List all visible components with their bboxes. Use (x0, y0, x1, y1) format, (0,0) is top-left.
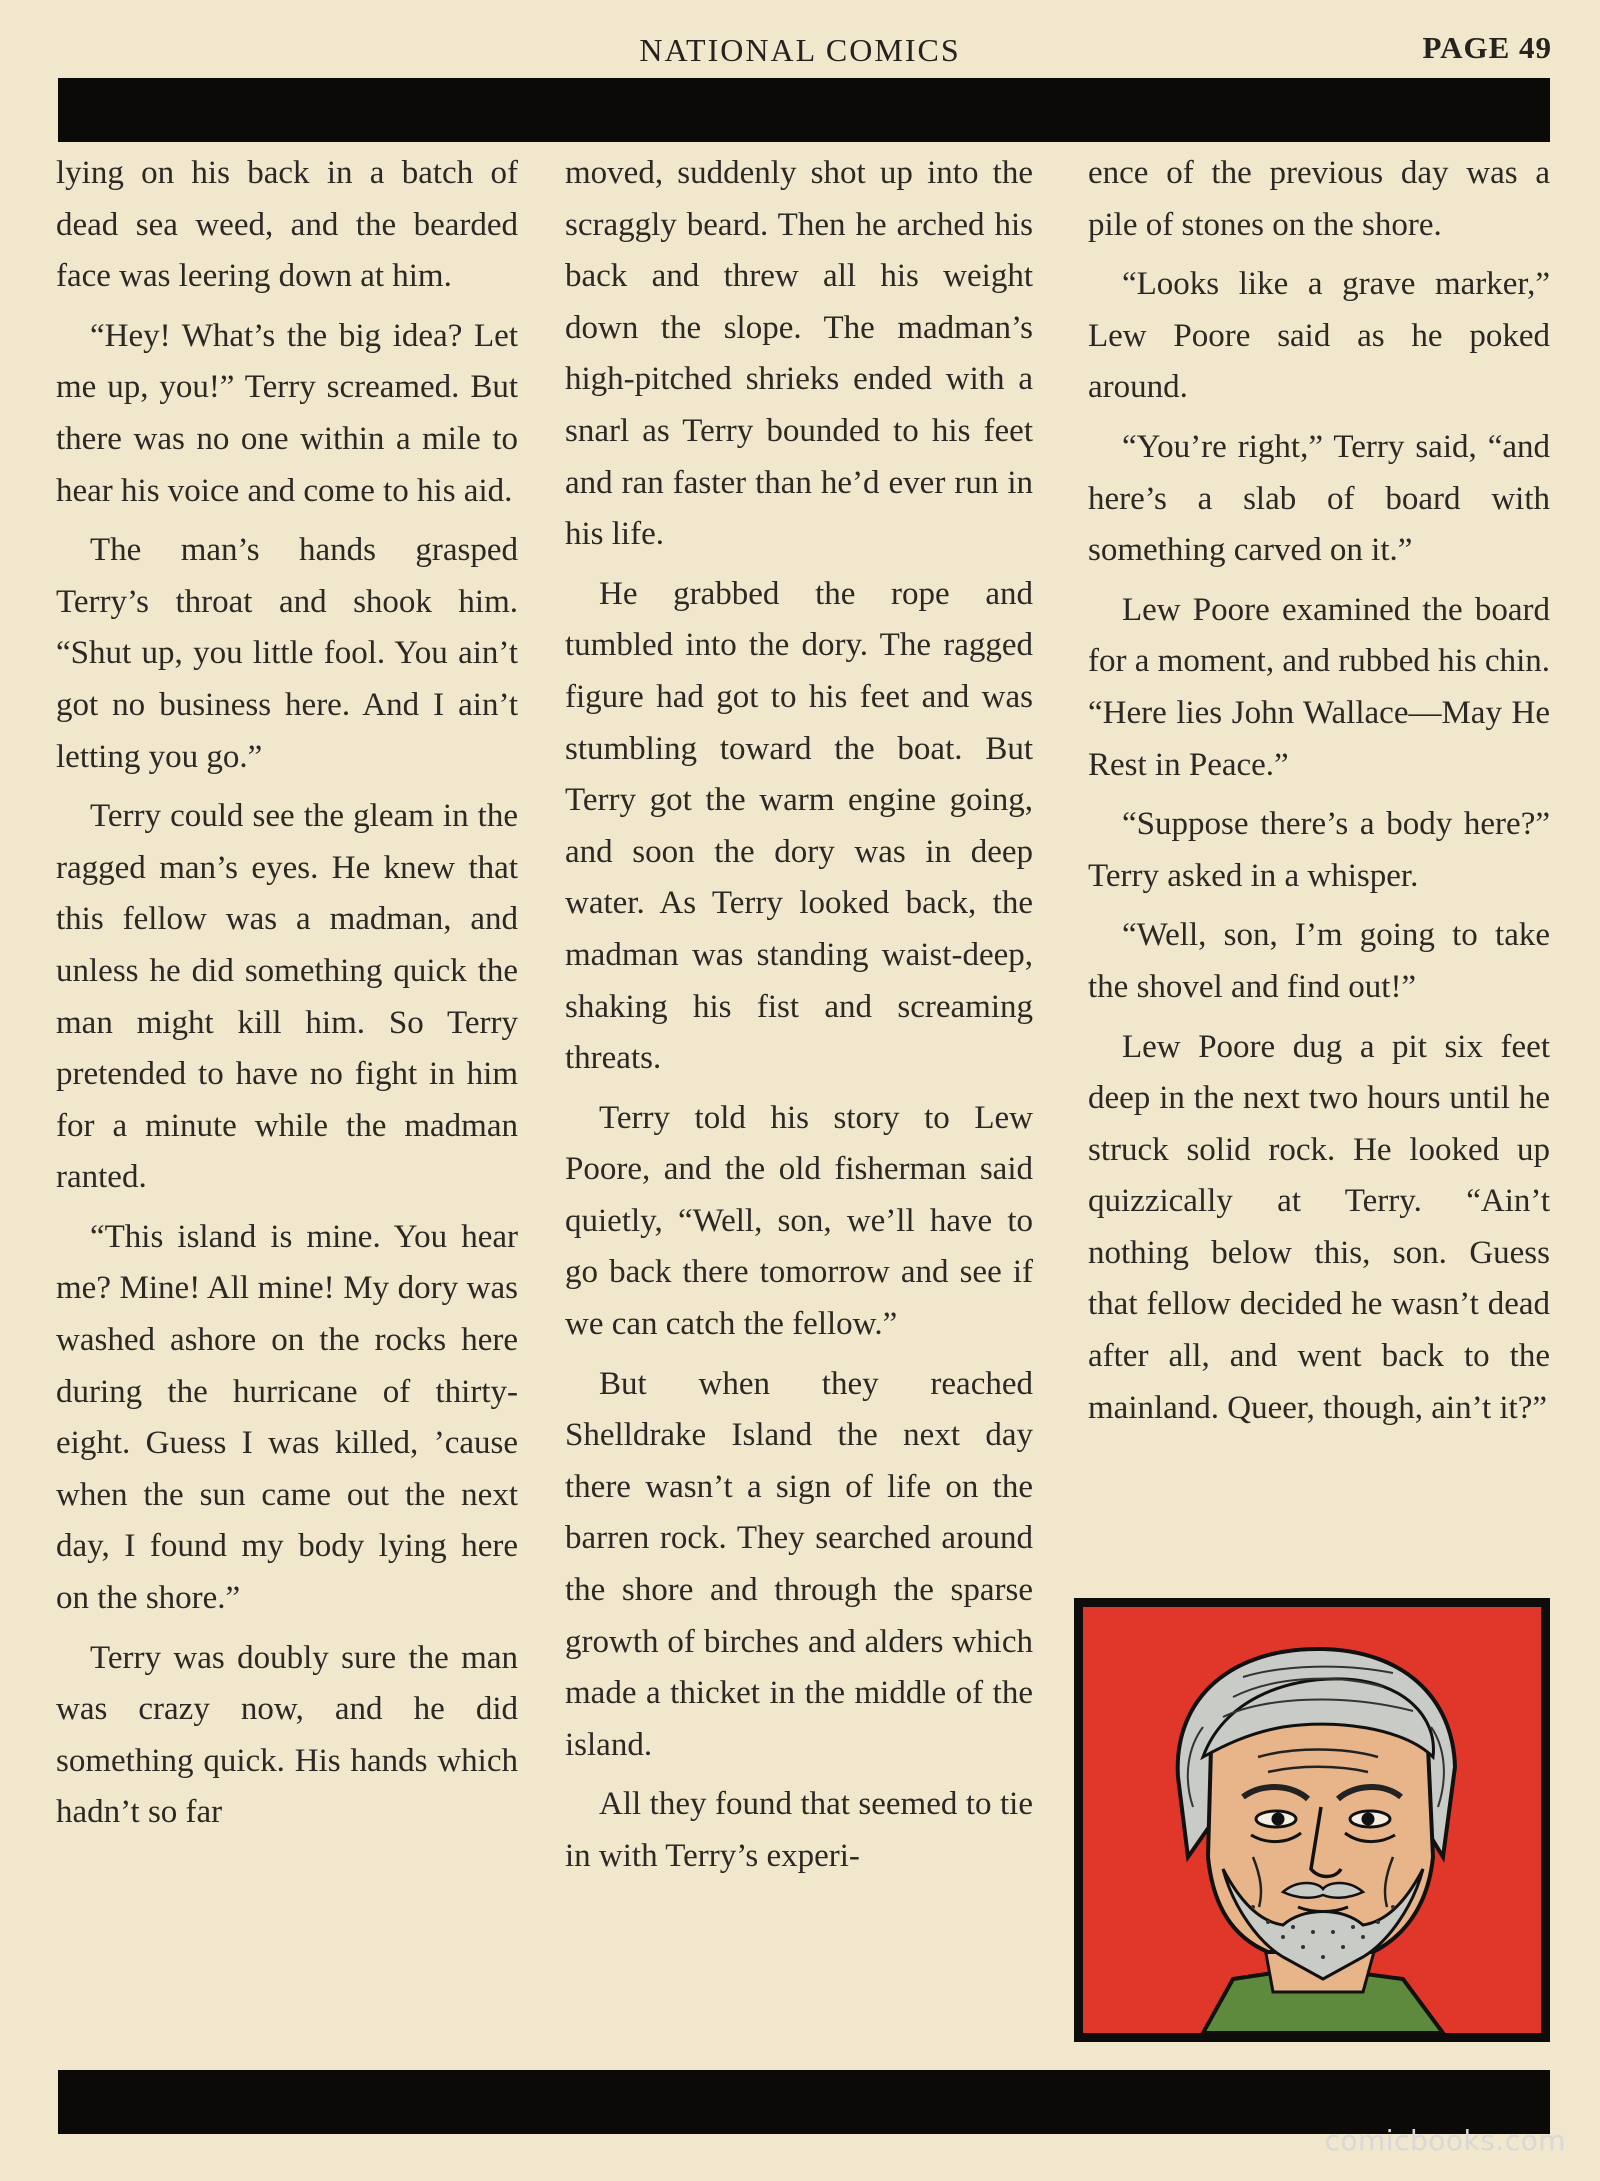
page-header (0, 28, 1600, 72)
paragraph: “You’re right,” Terry said, “and here’s a slab of board with something carved on it.” (1088, 428, 1550, 569)
page-number: PAGE 49 (1422, 30, 1552, 65)
paragraph: Terry could see the gleam in the ragged man’s eyes. He knew that this fellow was a madman, and unless he did something quick the man might kill him. So Terry pretended to have no fight in him for a minute while the madman ranted. (56, 798, 518, 1196)
watermark: comicbooks.com (1324, 2124, 1566, 2157)
paragraph: “Well, son, I’m going to take the shovel and find out!” (1088, 917, 1550, 1005)
paragraph: He grabbed the rope and tumbled into the dory. The ragged figure had got to his feet and was stumbling toward the boat. But Terry got the warm engine going, and soon the dory was in deep water. As Terry looked back, the madman was standing waist-deep, shaking his fist and screaming threats. (565, 575, 1033, 1077)
paragraph: The man’s hands grasped Terry’s throat and shook him. “Shut up, you little fool. You ain’t got no business here. And I ain’t letting you go.” (56, 532, 518, 775)
paragraph: But when they reached Shelldrake Island the next day there wasn’t a sign of life on the barren rock. They searched around the shore and through the sparse growth of birches and alders which made a thicket in the middle of the island. (565, 1365, 1033, 1763)
text-column-1 (56, 148, 518, 1847)
text-column-3 (1088, 148, 1550, 1442)
paragraph: ence of the previous day was a pile of stones on the shore. (1088, 155, 1550, 243)
paragraph: All they found that seemed to tie in with Terry’s experi- (565, 1786, 1033, 1874)
paragraph: Lew Poore examined the board for a moment, and rubbed his chin. “Here lies John Wallace—May He Rest in Peace.” (1088, 591, 1550, 783)
paragraph: Lew Poore dug a pit six feet deep in the next two hours until he struck solid rock. He looked up quizzically at Terry. “Ain’t nothing below this, son. Guess that fellow decided he wasn’t dead after all, and went back to the mainland. Queer, though, ain’t it?” (1088, 1028, 1550, 1426)
bearded-man-portrait (1074, 1598, 1550, 2042)
paragraph: “Hey! What’s the big idea? Let me up, you!” Terry screamed. But there was no one within a mile to hear his voice and come to his aid. (56, 317, 518, 509)
paragraph: lying on his back in a batch of dead sea weed, and the bearded face was leering down at him. (56, 155, 518, 295)
text-column-2 (565, 148, 1033, 1891)
paragraph: “This island is mine. You hear me? Mine! All mine! My dory was washed ashore on the rocks here during the hurricane of thirty-eight. Guess I was killed, ’cause when the sun came out the next day, I found my body lying here on the shore.” (56, 1218, 518, 1617)
top-black-bar (58, 78, 1550, 142)
paragraph: Terry told his story to Lew Poore, and the old fisherman said quietly, “Well, son, we’ll have to go back there tomorrow and see if we can catch the fellow.” (565, 1099, 1033, 1343)
paragraph: “Looks like a grave marker,” Lew Poore said as he poked around. (1088, 266, 1550, 406)
paragraph: Terry was doubly sure the man was crazy now, and he did something quick. His hands which hadn’t so far (56, 1639, 518, 1831)
magazine-title: NATIONAL COMICS (639, 32, 961, 68)
paragraph: “Suppose there’s a body here?” Terry asked in a whisper. (1088, 806, 1550, 894)
paragraph: moved, suddenly shot up into the scraggly beard. Then he arched his back and threw all his weight down the slope. The madman’s high-pitched shrieks ended with a snarl as Terry bounded to his feet and ran faster than he’d ever run in his life. (565, 155, 1033, 553)
bearded-man-illustration (1083, 1607, 1541, 2033)
